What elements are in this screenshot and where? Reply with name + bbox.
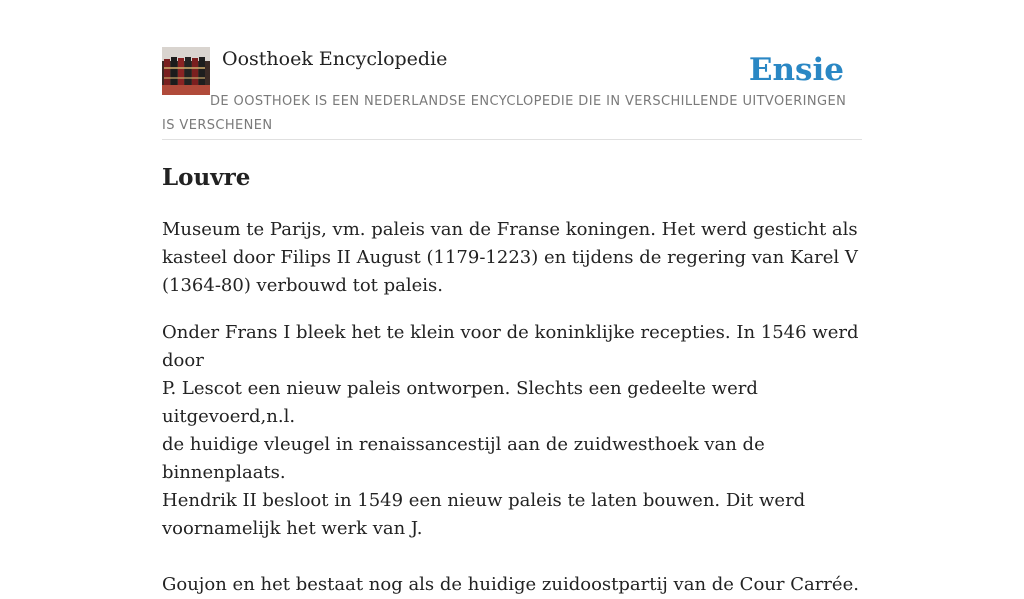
site-header <box>162 46 862 140</box>
article-body <box>162 216 862 599</box>
article-title: Louvre <box>162 164 251 191</box>
site-tagline: DE OOSTHOEK IS EEN NEDERLANDSE ENCYCLOPEDIE DIE IN VERSCHILLENDE UITVOERINGEN IS VERSCHENEN <box>162 94 847 133</box>
encyclopedia-books-icon[interactable] <box>162 47 210 95</box>
article-paragraph: Goujon en het bestaat nog als de huidige zuidoostpartij van de Cour Carrée. <box>162 574 859 595</box>
brand-logo[interactable]: Ensie <box>748 52 844 88</box>
site-name[interactable]: Oosthoek Encyclopedie <box>222 48 448 70</box>
article-paragraph: Onder Frans I bleek het te klein voor de koninklijke recepties. In 1546 werd door P. Lescot een nieuw paleis ontworpen. Slechts een gedeelte werd uitgevoerd,n.l. de huidige vleugel in renaissancestijl aan de zuidwesthoek van de binnenplaats. Hendrik II besloot in 1549 een nieuw paleis te laten bouwen. Dit werd voornamelijk het werk van J. <box>162 322 859 539</box>
article-paragraph: Museum te Parijs, vm. paleis van de Franse koningen. Het werd gesticht als kasteel door Filips II August (1179-1223) en tijdens de regering van Karel V (1364-80) verbouwd tot paleis. <box>162 219 858 296</box>
